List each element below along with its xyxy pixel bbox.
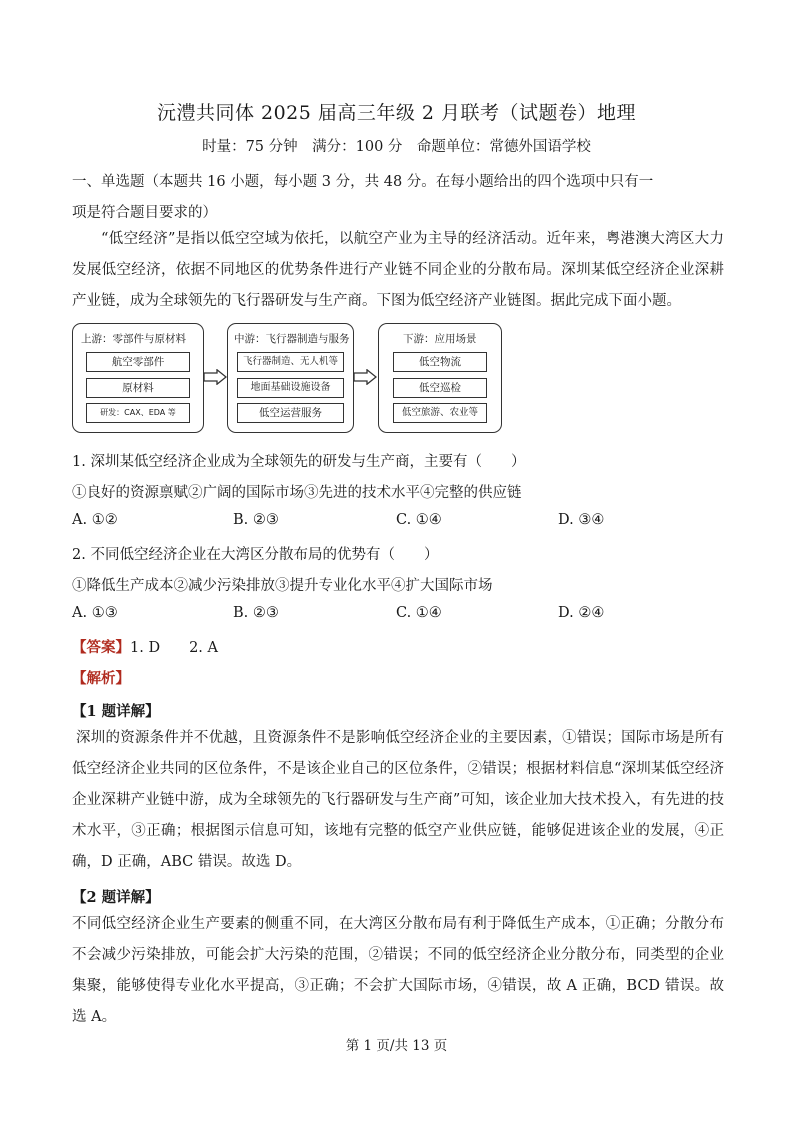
detail-2-label: 【2 题详解】 bbox=[72, 889, 160, 906]
question-2-stem: 2. 不同低空经济企业在大湾区分散布局的优势有（ ） bbox=[72, 547, 439, 563]
downstream-node: 低空巡检 bbox=[393, 378, 487, 398]
downstream-box bbox=[378, 323, 502, 433]
intro-paragraph: “低空经济”是指以低空空域为依托，以航空产业为主导的经济活动。近年来，粤港澳大湾区大力发展低空经济，依据不同地区的优势条件进行产业链不同企业的分散布局。深圳某低空经济企业深耕产业链，成为全球领先的飞行器研发与生产商。下图为低空经济产业链图。据此完成下面小题。 bbox=[72, 231, 724, 309]
upstream-node: 原材料 bbox=[86, 378, 190, 398]
right-arrow-icon bbox=[203, 369, 227, 385]
question-1-stem: 1. 深圳某低空经济企业成为全球领先的研发与生产商，主要有（ ） bbox=[72, 454, 526, 470]
question-2-option-a: A. ①③ bbox=[72, 605, 118, 621]
right-arrow-icon bbox=[353, 369, 377, 385]
midstream-box bbox=[227, 323, 354, 433]
exam-info: 时量：75 分钟 满分：100 分 命题单位：常德外国语学校 bbox=[202, 139, 591, 155]
downstream-heading: 下游：应用场景 bbox=[403, 333, 477, 345]
document-title: 沅澧共同体 2025 届高三年级 2 月联考（试题卷）地理 bbox=[156, 102, 637, 124]
industry-chain-diagram bbox=[72, 323, 502, 433]
question-2-option-b: B. ②③ bbox=[233, 605, 279, 621]
question-1-items: ①良好的资源禀赋②广阔的国际市场③先进的技术水平④完整的供应链 bbox=[72, 485, 522, 501]
question-1-option-d: D. ③④ bbox=[558, 512, 605, 528]
upstream-node: 研发：CAX、EDA 等 bbox=[86, 403, 190, 423]
upstream-box bbox=[72, 323, 204, 433]
midstream-heading: 中游：飞行器制造与服务 bbox=[234, 333, 350, 345]
answer-line bbox=[72, 636, 218, 657]
midstream-node: 地面基础设施设备 bbox=[237, 378, 344, 398]
question-1-option-c: C. ①④ bbox=[396, 512, 442, 528]
question-2-option-c: C. ①④ bbox=[396, 605, 442, 621]
question-1-option-a: A. ①② bbox=[72, 512, 118, 528]
downstream-node: 低空物流 bbox=[393, 352, 487, 372]
answer-label: 【答案】 bbox=[72, 639, 130, 656]
question-2-option-d: D. ②④ bbox=[558, 605, 605, 621]
section-heading-line2: 项是符合题目要求的） bbox=[72, 205, 217, 221]
answer-text: 1. D 2. A bbox=[130, 640, 218, 656]
detail-1-text: 深圳的资源条件并不优越，且资源条件不是影响低空经济企业的主要因素，①错误；国际市场是所有低空经济企业共同的区位条件，不是该企业自己的区位条件，②错误；根据材料信息“深圳某低空经济企业深耕产业链中游，成为全球领先的飞行器研发与生产商”可知，该企业加大技术投入，有先进的技术水平，③正确；根据图示信息可知，该地有完整的低空产业供应链，能够促进该企业的发展，④正确，D 正确，ABC 错误。故选 D。 bbox=[72, 730, 724, 870]
detail-2-text: 不同低空经济企业生产要素的侧重不同，在大湾区分散布局有利于降低生产成本，①正确；分散分布不会减少污染排放，可能会扩大污染的范围，②错误；不同的低空经济企业分散分布，同类型的企业集聚，能够使得专业化水平提高，③正确；不会扩大国际市场，④错误，故 A 正确，BCD 错误。故选 A。 bbox=[72, 916, 724, 1025]
upstream-node: 航空零部件 bbox=[86, 352, 190, 372]
page-footer: 第 1 页/共 13 页 bbox=[345, 1038, 448, 1054]
analysis-label: 【解析】 bbox=[72, 670, 130, 687]
midstream-node: 飞行器制造、无人机等 bbox=[237, 352, 344, 372]
upstream-heading: 上游：零部件与原材料 bbox=[81, 333, 186, 345]
midstream-node: 低空运营服务 bbox=[237, 403, 344, 423]
question-2-items: ①降低生产成本②减少污染排放③提升专业化水平④扩大国际市场 bbox=[72, 578, 493, 594]
section-heading-line1: 一、单选题（本题共 16 小题，每小题 3 分，共 48 分。在每小题给出的四个选项中只有一 bbox=[72, 174, 654, 190]
question-1-option-b: B. ②③ bbox=[233, 512, 279, 528]
downstream-node: 低空旅游、农业等 bbox=[393, 403, 487, 423]
detail-1-label: 【1 题详解】 bbox=[72, 703, 160, 720]
